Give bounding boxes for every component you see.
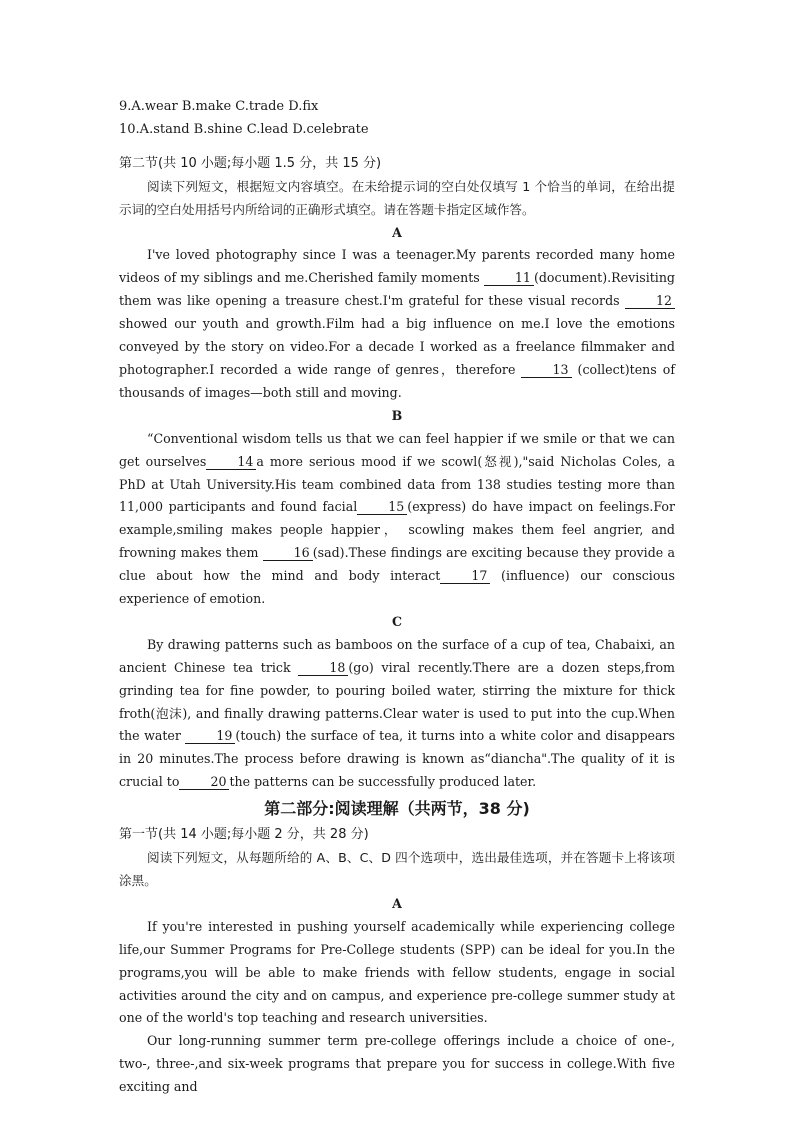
blank-16[interactable]: 16 (263, 546, 313, 561)
blank-13[interactable]: 13 (521, 363, 571, 378)
passage-text: “Conventional wisdom tells us that we can feel happier if we smile or that we can get ourselves (119, 430, 675, 469)
section-header: 第二节(共 10 小题;每小题 1.5 分，共 15 分) (119, 155, 382, 171)
passage-text: I've loved photography since I was a teenager.My parents recorded many home videos of my siblings and me.Cherished family moments (119, 247, 675, 286)
passage-paragraph: Our long-running summer term pre-college offerings include a choice of one-, two-, three-,and six-week programs that prepare you for success in college.With five exciting and (119, 1033, 675, 1095)
blank-18[interactable]: 18 (298, 661, 348, 676)
section-header: 第一节(共 14 小题;每小题 2 分，共 28 分) (119, 827, 369, 843)
passage-text: (influence) our conscious experience of emotion. (119, 568, 675, 607)
passage-text: (collect)tens of thousands of images—both still and moving. (119, 361, 675, 400)
passage-label-a: A (392, 895, 402, 911)
passage-label-c: C (391, 613, 403, 629)
blank-11[interactable]: 11 (484, 271, 534, 286)
passage-text: showed our youth and growth.Film had a big influence on me.I love the emotions conveyed by the story on video.For a decade I worked as a freelance filmmaker and photographer.I recorded a wide range of genres，therefore (119, 316, 675, 377)
passage-text: By drawing patterns such as bamboos on the surface of a cup of tea, Chabaixi, an ancient Chinese tea trick (119, 636, 675, 675)
question-9-options: 9.A.wear B.make C.trade D.fix (119, 99, 319, 114)
passage-text: (touch) the surface of tea, it turns into a white color and disappears in 20 minutes.The process before drawing is known as“diancha".The quality of it is crucial to (119, 728, 675, 790)
part-title: 第二部分:阅读理解（共两节，38 分) (264, 799, 530, 819)
passage-b-paragraph (119, 428, 675, 611)
passage-paragraph: If you're interested in pushing yourself academically while experiencing college life,our Summer Programs for Pre-College students (SPP) can be ideal for you.In the programs,you will be able to make friends with fellow students, engage in social activities around the city and on campus, and experience pre-college summer study at one of the world's top teaching and research universities. (119, 918, 675, 1026)
passage-text: (document).Revisiting them was like opening a treasure chest.I'm grateful for these visual records (119, 270, 675, 309)
passage-text: the patterns can be successfully produced later. (229, 774, 537, 790)
section-instruction: 阅读下列短文，从每题所给的 A、B、C、D 四个选项中，选出最佳选项，并在答题卡上将该项涂黑。 (119, 850, 675, 888)
passage-text: (go) viral recently.There are a dozen steps,from grinding tea for fine powder, to pouring boiled water, stirring the mixture for thick froth(泡沫), and finally drawing patterns.Clear water is used to put into the cup.When the water (119, 659, 676, 744)
blank-17[interactable]: 17 (440, 569, 490, 584)
passage-text: a more serious mood if we scowl(怒视),"said Nicholas Coles, a PhD at Utah University.His team combined data from 138 studies testing more than 11,000 participants and found facial (119, 453, 675, 515)
section-instruction: 阅读下列短文，根据短文内容填空。在未给提示词的空白处仅填写 1 个恰当的单词，在给出提示词的空白处用括号内所给词的正确形式填空。请在答题卡指定区域作答。 (119, 178, 675, 217)
passage-label-b: B (391, 407, 403, 423)
passage-a-paragraph (119, 244, 675, 404)
blank-15[interactable]: 15 (357, 500, 407, 515)
passage-text: (express) do have impact on feelings.For example,smiling makes people happier， scowling makes them feel angrier, and frowning makes them (119, 499, 675, 561)
blank-20[interactable]: 20 (179, 775, 229, 790)
passage-label-a: A (392, 224, 402, 240)
passage-c-paragraph (119, 634, 675, 794)
blank-19[interactable]: 19 (185, 729, 235, 744)
question-10-options: 10.A.stand B.shine C.lead D.celebrate (119, 121, 369, 137)
blank-12[interactable]: 12 (625, 294, 675, 309)
passage-text: (sad).These findings are exciting because they provide a clue about how the mind and body interact (119, 545, 675, 584)
blank-14[interactable]: 14 (206, 455, 256, 470)
exam-page (119, 96, 675, 1099)
